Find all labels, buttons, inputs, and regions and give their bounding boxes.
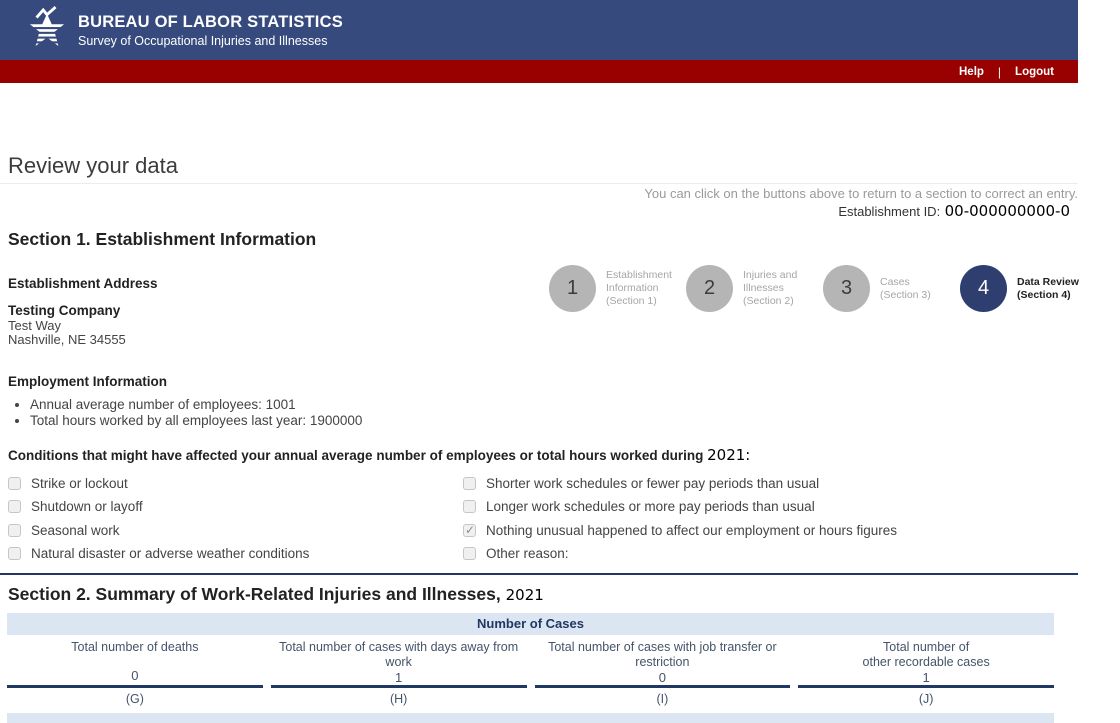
step-2-label: Injuries and Illnesses (Section 2) xyxy=(743,269,798,307)
number-of-cases-table xyxy=(7,613,1054,723)
checkbox-seasonal-work[interactable] xyxy=(8,524,21,537)
employment-list xyxy=(30,397,1120,430)
condition-label: Strike or lockout xyxy=(31,475,128,491)
employment-bullet: • Total hours worked by all employees last year: 1900000 xyxy=(30,413,1120,430)
condition-label: Longer work schedules or more pay periods than usual xyxy=(486,499,815,515)
employment-information-heading: Employment Information xyxy=(8,373,168,389)
section-1-heading: Section 1. Establishment Information xyxy=(8,229,317,249)
column-value: 0 xyxy=(131,667,139,683)
link-divider: | xyxy=(997,64,1002,79)
column-value: 1 xyxy=(395,669,403,685)
condition-label: Nothing unusual happened to affect our employment or hours figures xyxy=(486,522,898,538)
cases-letter-row xyxy=(7,692,1054,707)
agency-title: BUREAU OF LABOR STATISTICS xyxy=(78,12,343,31)
column-job-transfer-restriction xyxy=(535,638,791,688)
condition-label: Shorter work schedules or fewer pay periods than usual xyxy=(486,475,820,491)
column-label: Total number of cases with job transfer or restriction xyxy=(548,639,777,669)
condition-shorter-schedules xyxy=(463,472,1120,496)
step-1-circle[interactable]: 1 xyxy=(549,265,596,312)
utility-bar xyxy=(0,60,1078,83)
employment-bullet: • Annual average number of employees: 1001 xyxy=(30,397,1120,414)
condition-label: Seasonal work xyxy=(31,522,120,538)
title-rule xyxy=(0,183,1078,184)
checkbox-other-reason[interactable] xyxy=(463,547,476,560)
next-table-row-band xyxy=(7,713,1054,723)
condition-shutdown-or-layoff xyxy=(8,495,463,519)
step-3-label: Cases (Section 3) xyxy=(880,275,931,301)
bls-logo-icon xyxy=(28,6,66,55)
logout-link[interactable]: Logout xyxy=(1015,65,1054,78)
app-subtitle: Survey of Occupational Injuries and Illnesses xyxy=(78,33,328,48)
cases-columns xyxy=(7,638,1054,688)
column-letter: (J) xyxy=(918,691,934,706)
section-2-heading: Section 2. Summary of Work-Related Injuries and Illnesses, 2021 xyxy=(8,583,544,604)
review-hint: You can click on the buttons above to return to a section to correct an entry. xyxy=(644,186,1078,201)
conditions-checkbox-grid xyxy=(8,472,1120,566)
column-label: Total number of cases with days away from work xyxy=(279,639,519,669)
conditions-year: 2021: xyxy=(707,445,751,464)
company-name: Testing Company xyxy=(8,303,121,318)
help-link[interactable]: Help xyxy=(959,65,984,78)
column-days-away-from-work xyxy=(271,638,527,688)
establishment-id-value: 00-000000000-0 xyxy=(944,202,1070,220)
checkbox-natural-disaster[interactable] xyxy=(8,547,21,560)
condition-label: Shutdown or layoff xyxy=(31,499,143,515)
step-4-data-review[interactable] xyxy=(960,265,1097,312)
condition-label: Other reason: xyxy=(486,546,569,562)
step-3-circle[interactable]: 3 xyxy=(823,265,870,312)
column-letter: (H) xyxy=(389,691,408,706)
step-3-cases[interactable] xyxy=(823,265,960,312)
condition-longer-schedules xyxy=(463,495,1120,519)
column-label: Total number of deaths xyxy=(71,639,199,654)
column-value: 0 xyxy=(658,669,666,685)
step-1-establishment-information[interactable] xyxy=(549,265,686,312)
step-4-circle[interactable]: 4 xyxy=(960,265,1007,312)
street-address: Test Way xyxy=(8,317,61,333)
establishment-address-heading: Establishment Address xyxy=(8,276,158,291)
column-other-recordable xyxy=(798,638,1054,688)
table-header-number-of-cases: Number of Cases xyxy=(7,613,1054,635)
column-value: 1 xyxy=(922,669,930,685)
checkbox-nothing-unusual[interactable] xyxy=(463,524,476,537)
app-header xyxy=(0,0,1078,60)
step-1-label: Establishment Information (Section 1) xyxy=(606,269,672,307)
checkbox-shutdown-or-layoff[interactable] xyxy=(8,500,21,513)
condition-seasonal-work xyxy=(8,519,463,543)
step-2-circle[interactable]: 2 xyxy=(686,265,733,312)
conditions-heading: Conditions that might have affected your annual average number of employees or total hours worked during 2021: xyxy=(8,445,751,464)
city-state-zip: Nashville, NE 34555 xyxy=(8,332,126,347)
column-total-deaths xyxy=(7,638,263,688)
step-4-label: Data Review (Section 4) xyxy=(1017,275,1079,301)
checkbox-longer-schedules[interactable] xyxy=(463,500,476,513)
condition-label: Natural disaster or adverse weather conditions xyxy=(31,546,310,562)
section-2-year: 2021 xyxy=(505,585,544,604)
establishment-id xyxy=(0,203,1070,220)
column-letter: (G) xyxy=(125,691,144,706)
column-label: Total number of other recordable cases xyxy=(862,639,990,669)
condition-strike-or-lockout xyxy=(8,472,463,496)
page-title: Review your data xyxy=(8,153,178,178)
checkbox-shorter-schedules[interactable] xyxy=(463,477,476,490)
condition-natural-disaster xyxy=(8,542,463,566)
progress-steps xyxy=(549,265,1097,312)
checkbox-strike-or-lockout[interactable] xyxy=(8,477,21,490)
condition-other-reason xyxy=(463,542,1120,566)
step-2-injuries-illnesses[interactable] xyxy=(686,265,823,312)
establishment-id-label: Establishment ID: xyxy=(838,204,941,219)
section-divider-rule xyxy=(0,573,1078,575)
condition-nothing-unusual xyxy=(463,519,1120,543)
column-letter: (I) xyxy=(656,691,669,706)
